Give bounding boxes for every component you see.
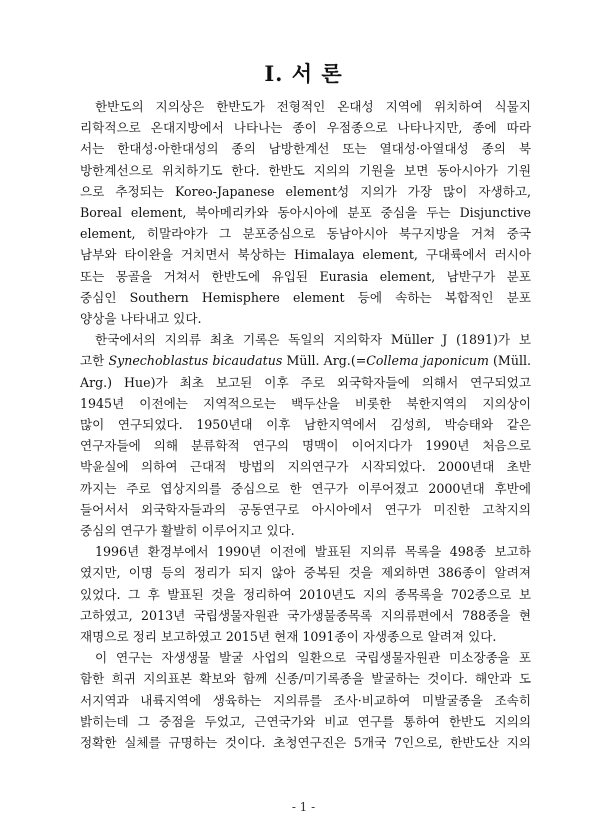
text-line: Arg.) Hue)가 최초 보고된 이후 주로 외국학자들에 의해서 연구되었고	[80, 374, 531, 390]
paragraph-2	[80, 329, 531, 541]
text-line: 고한 Synechoblastus bicaudatus Müll. Arg.(=Collema japonicum (Müll.	[80, 353, 531, 369]
paragraph-1	[80, 96, 531, 329]
document-body	[80, 96, 531, 753]
text-line: 중심의 연구가 활발히 이루어지고 있다.	[80, 523, 295, 539]
text-line: 1996년 환경부에서 1990년 이전에 발표된 지의류 목록을 498종 보고하	[95, 544, 531, 560]
text-line: Boreal element, 북아메리카와 동아시아에 분포 중심을 두는 Disjunctive	[80, 205, 531, 221]
text-line: 고하였고, 2013년 국립생물자원관 국가생물종목록 지의류편에서 788종을 현	[80, 607, 531, 623]
text-line: 으로 추정되는 Koreo-Japanese element성 지의가 가장 많이 자생하고,	[80, 183, 531, 199]
text-line: 서는 한대성·아한대성의 종의 남방한계선 또는 열대성·아열대성 종의 북	[80, 141, 531, 157]
text-line: 많이 연구되었다. 1950년대 이후 남한지역에서 김성희, 박승태와 같은	[80, 417, 531, 433]
text-line: 1945년 이전에는 지역적으로는 백두산을 비롯한 북한지역의 지의상이	[80, 395, 531, 411]
text-line: 방한계선으로 위치하기도 한다. 한반도 지의의 기원을 보면 동아시아가 기원	[80, 162, 531, 178]
text-line: 중심인 Southern Hemisphere element 등에 속하는 복합적인 분포	[80, 289, 531, 305]
text-line: 박윤실에 의하여 근대적 방법의 지의연구가 시작되었다. 2000년대 초반	[80, 459, 531, 475]
text-line: 재명으로 정리 보고하였고 2015년 현재 1091종이 자생종으로 알려져 있다.	[80, 629, 497, 645]
text-line: 한국에서의 지의류 최초 기록은 독일의 지의학자 Müller J (1891)가 보	[95, 332, 531, 348]
text-line: 연구자들에 의해 분류학적 연구의 명맥이 이어지다가 1990년 처음으로	[80, 438, 531, 454]
paragraph-3	[80, 541, 531, 647]
text-line: 서지역과 내륙지역에 생육하는 지의류를 조사·비교하여 미발굴종을 조속히	[80, 692, 531, 708]
text-line: 양상을 나타내고 있다.	[80, 311, 202, 327]
text-line: 리학적으로 온대지방에서 나타나는 종이 우점종으로 나타나지만, 종에 따라	[80, 120, 531, 136]
page-number: - 1 -	[291, 800, 316, 814]
text-line: 이 연구는 자생생물 발굴 사업의 일환으로 국립생물자원관 미소장종을 포	[95, 650, 531, 666]
section-title: I. 서 론	[264, 61, 343, 86]
text-line: 있었다. 그 후 발표된 것을 정리하여 2010년도 지의 종목록을 702종으로 보	[80, 586, 531, 602]
text-line: 들어서서 외국학자들과의 공동연구로 아시아에서 연구가 미진한 고착지의	[80, 501, 531, 517]
text-line: 함한 희귀 지의표본 확보와 함께 신종/미기록종을 발굴하는 것이다. 해안과 도	[80, 671, 531, 687]
text-line: element, 히말라야가 그 분포중심으로 동남아시아 북구지방을 거쳐 중국	[80, 226, 531, 242]
text-line: 밝히는데 그 중점을 두었고, 근연국가와 비교 연구를 통하여 한반도 지의의	[80, 713, 531, 729]
paragraph-4	[80, 647, 531, 753]
text-line: 정확한 실체를 규명하는 것이다. 초청연구진은 5개국 7인으로, 한반도산 지의	[80, 735, 531, 751]
text-line: 까지는 주로 엽상지의를 중심으로 한 연구가 이루어졌고 2000년대 후반에	[80, 480, 531, 496]
text-line: 였지만, 이명 등의 정리가 되지 않아 중복된 것을 제외하면 386종이 알려져	[80, 565, 531, 581]
text-line: 또는 몽골을 거쳐서 한반도에 유입된 Eurasia element, 남반구가 분포	[80, 268, 531, 284]
text-line: 남부와 타이완을 거치면서 북상하는 Himalaya element, 구대륙에서 러시아	[80, 247, 531, 263]
text-line: 한반도의 지의상은 한반도가 전형적인 온대성 지역에 위치하여 식물지	[95, 99, 531, 114]
